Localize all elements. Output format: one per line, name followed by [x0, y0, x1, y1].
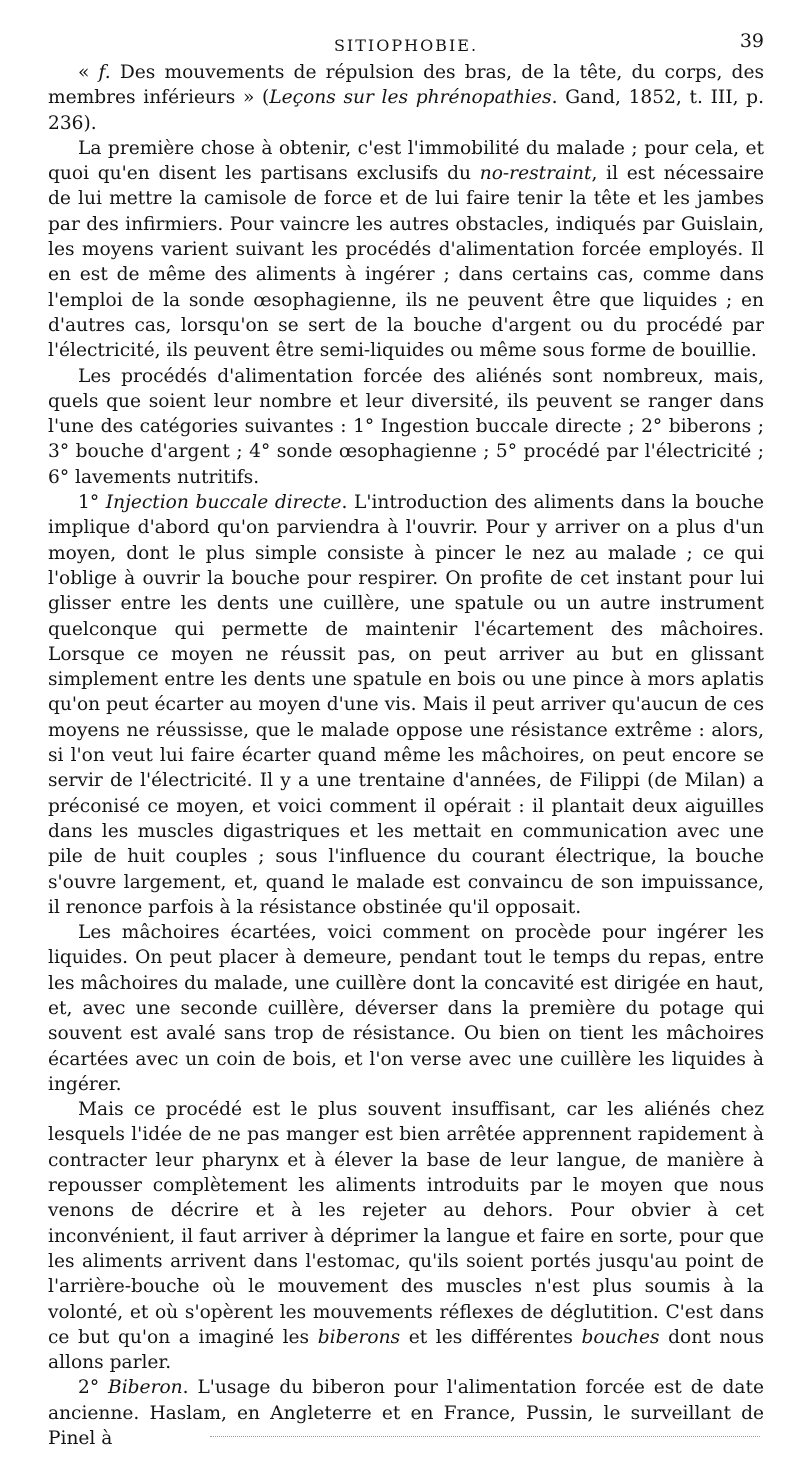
- text-run: Mais ce procédé est le plus souvent insuffisant, car les aliénés chez lesquels l'idée de ne pas manger est bien arrêtée apprennent rapidement à contracter leur pharynx et à élever la base de leur langue, de manière à repousser complètement les aliments introduits par le moyen que nous venons de décrire et à les rejeter au dehors. Pour obvier à cet inconvénient, il faut arriver à déprimer la langue et faire en sorte, pour que les aliments arrivent dans l'estomac, qu'ils soient portés jusqu'au point de l'arrière-bouche où le mouvement des muscles n'est plus soumis à la volonté, et où s'opèrent les mouvements réflexes de déglutition. C'est dans ce but qu'on a imaginé les: [48, 1099, 764, 1348]
- paragraph-immobility: [48, 136, 764, 364]
- text-run-italic: Injection buccale directe: [105, 492, 342, 514]
- text-run: 1°: [78, 492, 106, 514]
- text-run-italic: Leçons sur les phrénopathies: [269, 87, 552, 109]
- text-run: et les différentes: [400, 1326, 582, 1348]
- paragraph-buccal-injection: [48, 490, 764, 920]
- paragraph-quote-end: [48, 60, 764, 136]
- text-run: Des mouvements de répulsion des bras, de la tête, du corps, des membres inférieurs » (: [48, 62, 764, 109]
- text-run: «: [78, 62, 99, 83]
- paragraph-insufficient: [48, 1097, 764, 1375]
- text-run-italic: biberons: [317, 1326, 401, 1348]
- text-run: 2°: [78, 1377, 109, 1399]
- text-run-italic: f.: [98, 62, 111, 83]
- text-run: Les mâchoires écartées, voici comment on procède pour ingérer les liquides. On peut placer à demeure, pendant tout le temps du repas, entre les mâchoires du malade, une cuillère dont la concavité est dirigée en haut, et, avec une seconde cuillère, déverser dans la première du potage qui souvent est avalé sans trop de résistance. Ou bien on tient les mâchoires écartées avec un coin de bois, et l'on verse avec une cuillère les liquides à ingérer.: [48, 922, 764, 1095]
- body-text: [48, 60, 764, 1451]
- text-run-italic: Biberon: [108, 1377, 183, 1399]
- text-run: La première chose à obtenir, c'est l'immobilité du malade ; pour cela, et quoi qu'en disent les partisans exclusifs du: [48, 137, 764, 185]
- page-number: 39: [739, 30, 764, 52]
- text-run-italic: bouches: [581, 1326, 660, 1348]
- text-run-italic: no-restraint: [479, 163, 592, 185]
- running-head: [48, 30, 764, 56]
- bottom-divider: [210, 1436, 760, 1437]
- text-run: . L'introduction des aliments dans la bouche implique d'abord qu'on parviendra à l'ouvrir. Pour y arriver on a plus d'un moyen, dont le plus simple consiste à pincer le nez au malade ; ce qui l'oblige à ouvrir la bouche pour respirer. On profite de cet instant pour lui glisser entre les dents une cuillère, une spatule ou un autre instrument quelconque qui permette de maintenir l'écartement des mâchoires. Lorsque ce moyen ne réussit pas, on peut arriver au but en glissant simplement entre les dents une spatule en bois ou une pince à mors aplatis qu'on peut écarter au moyen d'une vis. Mais il peut arriver qu'aucun de ces moyens ne réussisse, que le malade oppose une résistance extrême : alors, si l'on veut lui faire écarter quand même les mâchoires, on peut encore se servir de l'électricité. Il y a une trentaine d'années, de Filippi (de Milan) a préconisé ce moyen, et voici comment il opérait : il plantait deux aiguilles dans les muscles digastriques et les mettait en communication avec une pile de huit couples ; sous l'influence du courant électrique, la bouche s'ouvre largement, et, quand le malade est convaincu de son impuissance, il renonce parfois à la résistance obstinée qu'il opposait.: [48, 492, 764, 918]
- text-run: , il est nécessaire de lui mettre la camisole de force et de lui faire tenir la tête et les jambes par des infirmiers. Pour vaincre les autres obstacles, indiqués par Guislain, les moyens varient suivant les procédés d'alimentation forcée employés. Il en est de même des aliments à ingérer ; dans certains cas, comme dans l'emploi de la sonde œsophagienne, ils ne peuvent être que liquides ; en d'autres cas, lorsqu'on se sert de la bouche d'argent ou du procédé par l'électricité, ils peuvent être semi-liquides ou même sous forme de bouillie.: [48, 163, 764, 362]
- page-title: SITIOPHOBIE.: [333, 36, 479, 55]
- paragraph-biberon: [48, 1375, 764, 1451]
- text-run: . L'usage du biberon pour l'alimentation forcée est de date ancienne. Haslam, en Angleterre et en France, Pussin, le surveillant de Pinel à: [48, 1377, 764, 1450]
- text-run: dont nous allons parler.: [48, 1326, 764, 1374]
- text-run: . Gand, 1852, t. III, p. 236).: [48, 87, 764, 134]
- paragraph-liquids: [48, 920, 764, 1097]
- text-run: Les procédés d'alimentation forcée des aliénés sont nombreux, mais, quels que soient leur nombre et leur diversité, ils peuvent se ranger dans l'une des catégories suivantes : 1° Ingestion buccale directe ; 2° biberons ; 3° bouche d'argent ; 4° sonde œsophagienne ; 5° procédé par l'électricité ; 6° lavements nutritifs.: [48, 365, 764, 488]
- paragraph-procedures: [48, 364, 764, 490]
